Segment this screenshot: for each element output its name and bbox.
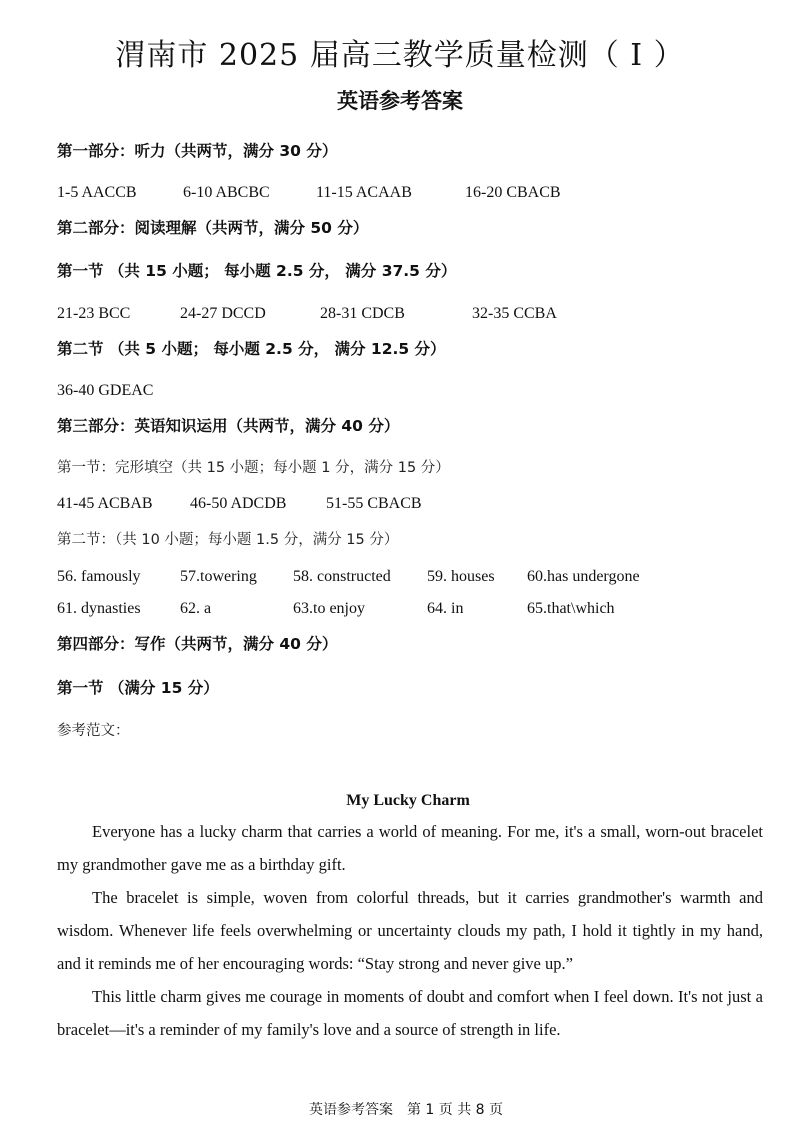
answer-group: 46-50 ADCDB	[190, 495, 287, 512]
answer-group: 11-15 ACAAB	[316, 184, 412, 201]
page-subtitle: 英语参考答案	[337, 89, 463, 113]
answer-item: 60.has undergone	[527, 568, 640, 585]
answer-group: 41-45 ACBAB	[57, 495, 153, 512]
part1-heading: 第一部分：听力（共两节，满分 30 分）	[57, 142, 338, 160]
part3-section1-heading: 第一节：完形填空（共 15 小题；每小题 1 分，满分 15 分）	[57, 460, 450, 476]
answer-item: 63.to enjoy	[293, 600, 365, 617]
part4-heading: 第四部分：写作（共两节，满分 40 分）	[57, 635, 338, 653]
answer-group: 36-40 GDEAC	[57, 382, 154, 399]
part2-heading: 第二部分：阅读理解（共两节，满分 50 分）	[57, 219, 369, 237]
part3-heading: 第三部分：英语知识运用（共两节，满分 40 分）	[57, 417, 400, 435]
part2-section2-heading: 第二节 （共 5 小题； 每小题 2.5 分， 满分 12.5 分）	[57, 340, 446, 358]
part2-section1-heading: 第一节 （共 15 小题； 每小题 2.5 分， 满分 37.5 分）	[57, 262, 457, 280]
answer-group: 6-10 ABCBC	[183, 184, 270, 201]
answer-group: 21-23 BCC	[57, 305, 131, 322]
answer-item: 62. a	[180, 600, 212, 617]
answer-group: 32-35 CCBA	[472, 305, 557, 322]
page-title: 渭南市 2025 届高三教学质量检测（ Ⅰ ）	[115, 38, 685, 73]
answer-group: 1-5 AACCB	[57, 184, 137, 201]
answer-item: 57.towering	[180, 568, 257, 585]
answer-item: 59. houses	[427, 568, 495, 585]
answer-group: 24-27 DCCD	[180, 305, 266, 322]
answer-item: 64. in	[427, 600, 464, 617]
answer-group: 28-31 CDCB	[320, 305, 405, 322]
essay-paragraph: Everyone has a lucky charm that carries a world of meaning. For me, it's a small, worn-out bracelet my grandmother gave me as a birthday gift.	[57, 822, 763, 874]
sample-essay-label: 参考范文：	[57, 723, 130, 739]
answer-item: 56. famously	[57, 568, 141, 585]
essay-paragraph: This little charm gives me courage in moments of doubt and comfort when I feel down. It's not just a bracelet—it's a reminder of my family's love and a source of strength in life.	[57, 987, 763, 1039]
answer-item: 58. constructed	[293, 568, 391, 585]
answer-item: 65.that\which	[527, 600, 615, 617]
part4-section1-heading: 第一节 （满分 15 分）	[57, 679, 219, 697]
answer-group: 51-55 CBACB	[326, 495, 422, 512]
answer-group: 16-20 CBACB	[465, 184, 561, 201]
answer-item: 61. dynasties	[57, 600, 141, 617]
part3-section2-heading: 第二节：（共 10 小题；每小题 1.5 分，满分 15 分）	[57, 532, 399, 548]
page-footer: 英语参考答案 第 1 页 共 8 页	[308, 1102, 504, 1118]
essay-paragraph: The bracelet is simple, woven from colorful threads, but it carries grandmother's warmth and wisdom. Whenever life feels overwhelming or uncertainty clouds my path, I hold it tightly in my hand, and it reminds me of her encouraging words: “Stay strong and never give up.”	[57, 888, 763, 973]
essay-title: My Lucky Charm	[346, 792, 470, 809]
